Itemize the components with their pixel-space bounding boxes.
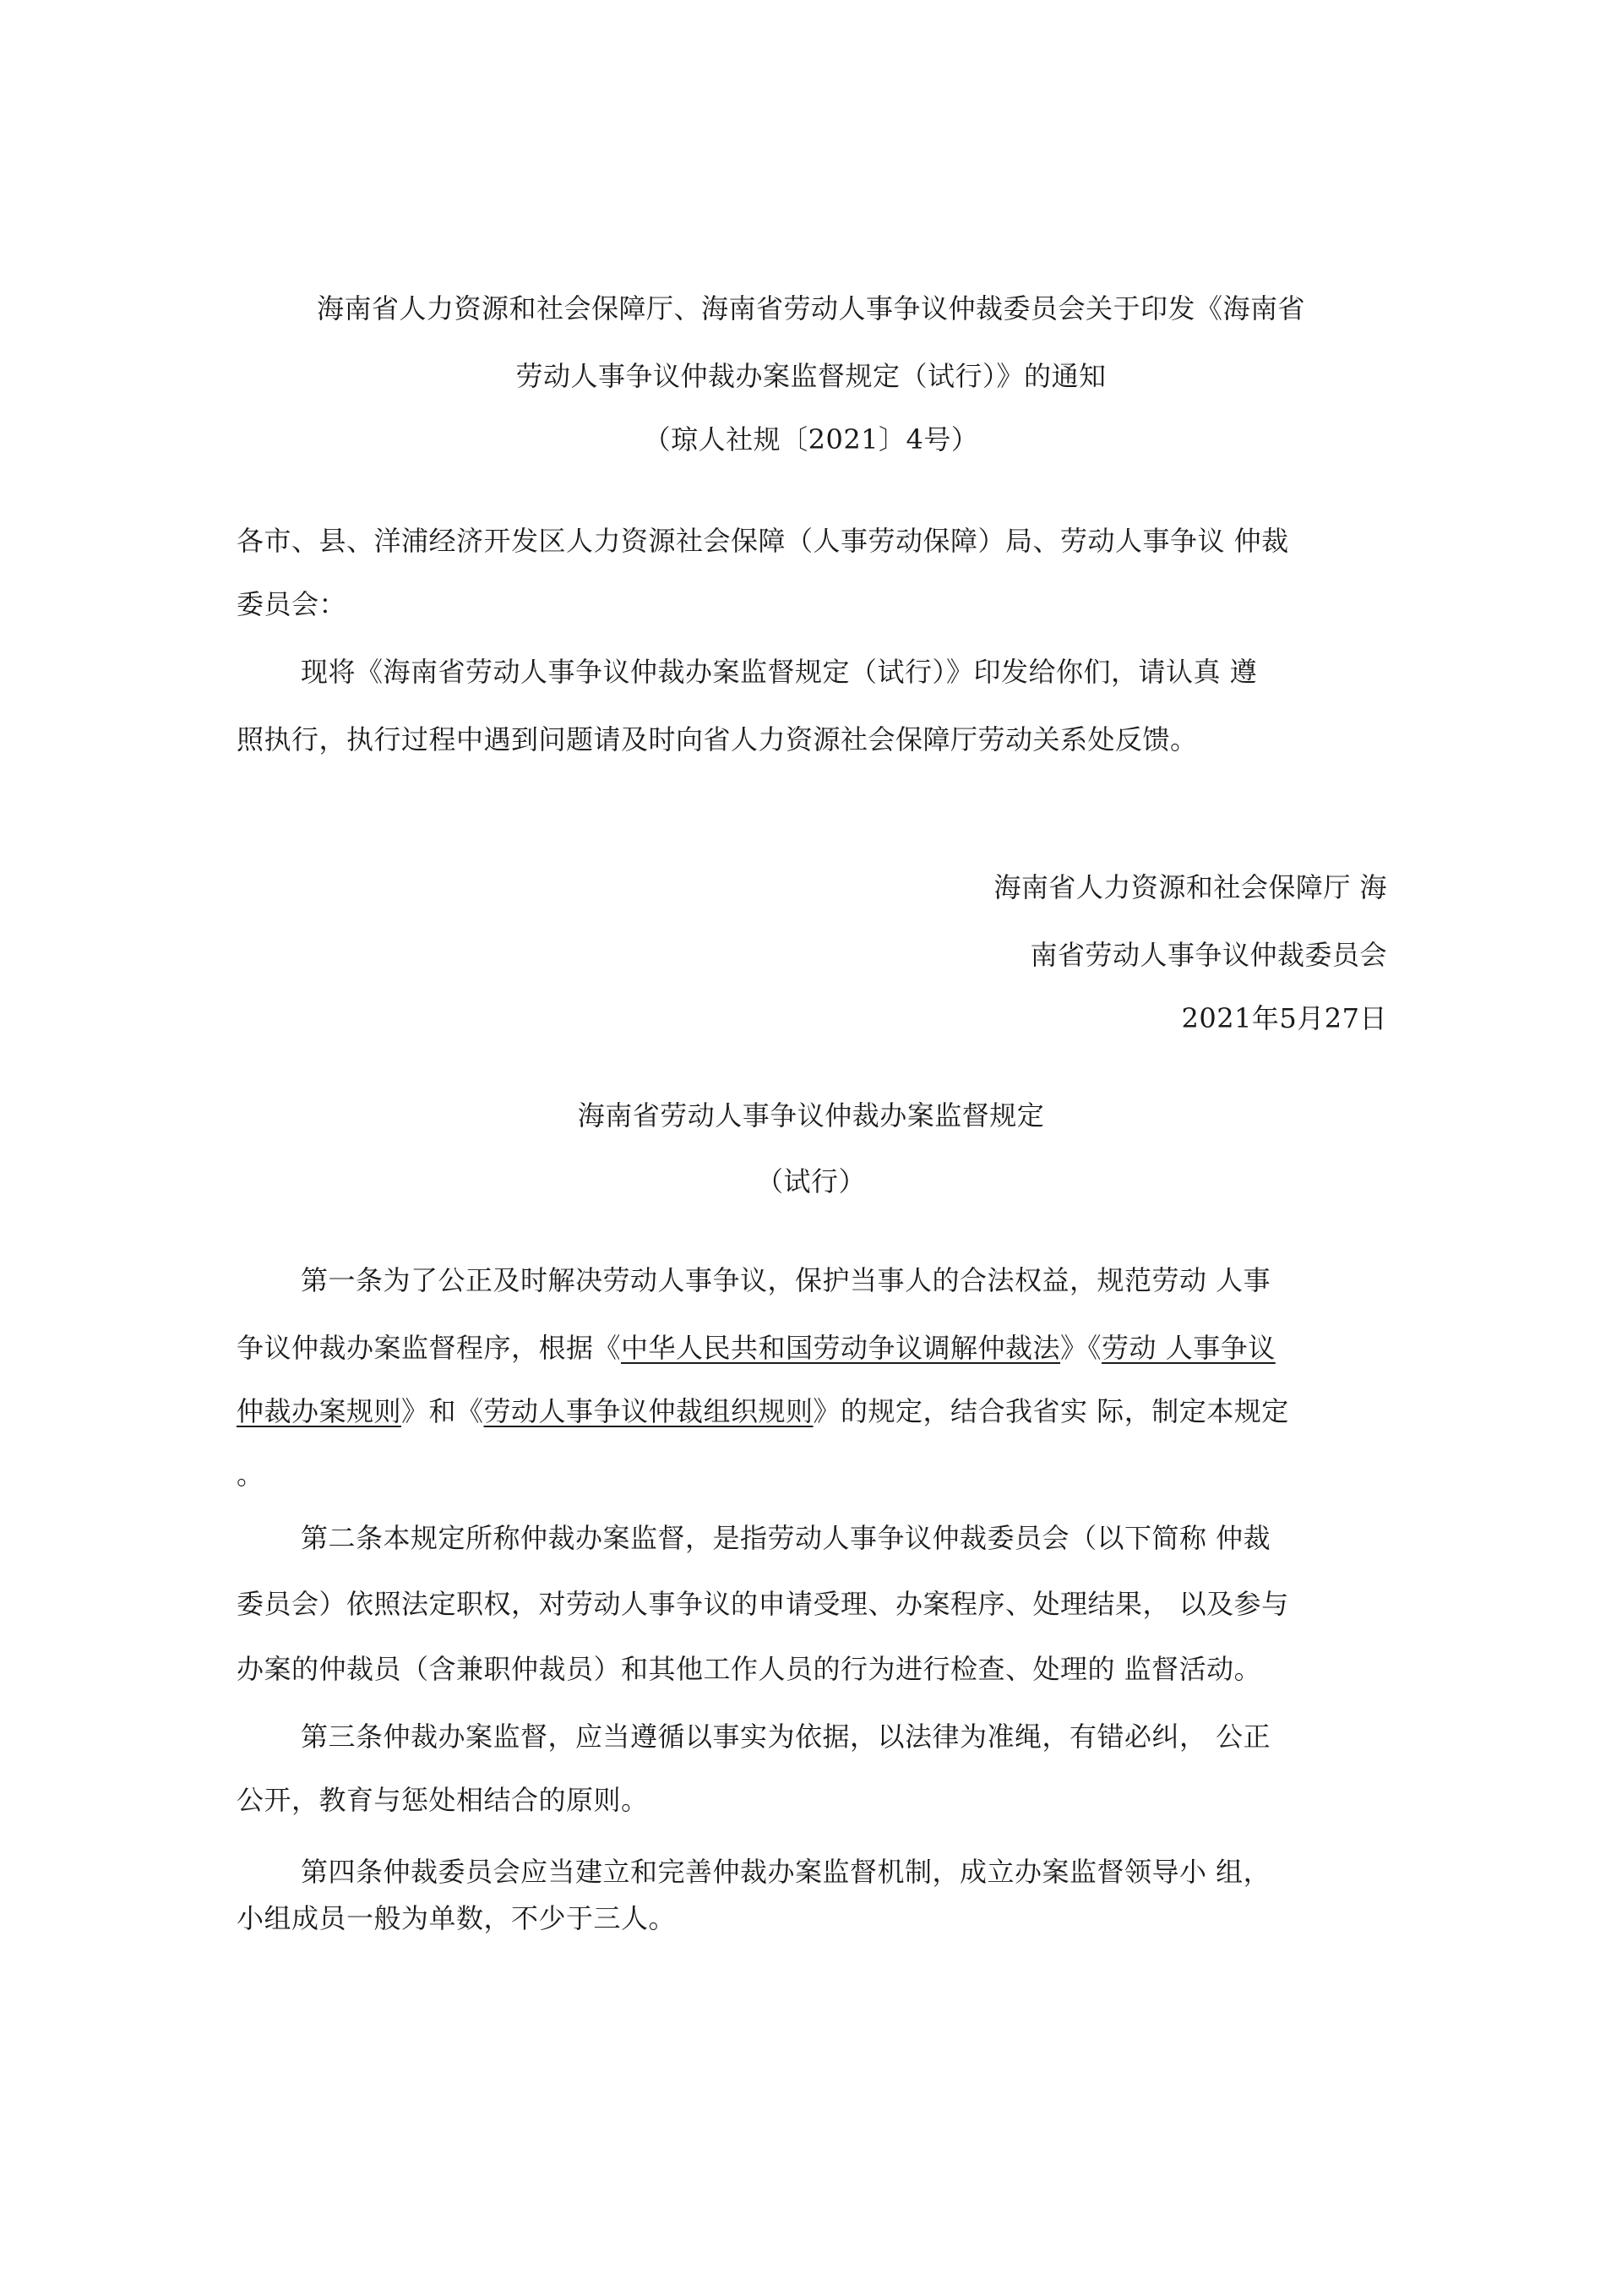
- article-4-line-1: 第四条仲裁委员会应当建立和完善仲裁办案监督机制，成立办案监督领导小 组，: [301, 1856, 1271, 1888]
- article-1-text: 》《: [1060, 1332, 1102, 1364]
- law-link-organization-rules[interactable]: 劳动人事争议仲裁组织规则: [483, 1395, 814, 1427]
- notice-body-line-2: 照执行，执行过程中遇到问题请及时向省人力资源社会保障厅劳动关系处反馈。: [237, 723, 1198, 755]
- law-link-arbitration-rules[interactable]: 劳动 人事争议: [1102, 1332, 1276, 1364]
- article-2-line-2: 委员会）依照法定职权，对劳动人事争议的申请受理、办案程序、处理结果， 以及参与: [237, 1588, 1289, 1620]
- notice-body-line-1: 现将《海南省劳动人事争议仲裁办案监督规定（试行）》印发给你们，请认真 遵: [301, 656, 1258, 688]
- signature-line-1: 海南省人力资源和社会保障厅 海: [993, 871, 1387, 903]
- signature-line-2: 南省劳动人事争议仲裁委员会: [1030, 939, 1387, 971]
- article-2-line-3: 办案的仲裁员（含兼职仲裁员）和其他工作人员的行为进行检查、处理的 监督活动。: [237, 1653, 1262, 1685]
- document-number: （琼人社规〔2021〕4号）: [643, 423, 979, 455]
- signature-date: 2021年5月27日: [1181, 1002, 1387, 1034]
- article-1-line-1: 第一条为了公正及时解决劳动人事争议，保护当事人的合法权益，规范劳动 人事: [301, 1264, 1271, 1296]
- article-3-line-2: 公开，教育与惩处相结合的原则。: [237, 1784, 649, 1816]
- article-1-text: 》的规定，结合我省实 际，制定本规定: [813, 1395, 1289, 1427]
- article-1-line-3: [237, 1394, 1289, 1428]
- regulation-title: 海南省劳动人事争议仲裁办案监督规定: [577, 1099, 1045, 1132]
- article-1-line-2: [237, 1331, 1276, 1365]
- article-1-line-4: 。: [237, 1459, 264, 1491]
- article-4-line-2: 小组成员一般为单数，不少于三人。: [237, 1902, 677, 1934]
- law-link-mediation-arbitration[interactable]: 中华人民共和国劳动争议调解仲裁法: [621, 1332, 1061, 1364]
- regulation-subtitle: （试行）: [755, 1165, 866, 1197]
- article-1-text: 》和《: [401, 1395, 484, 1427]
- article-2-line-1: 第二条本规定所称仲裁办案监督，是指劳动人事争议仲裁委员会（以下简称 仲裁: [301, 1522, 1271, 1554]
- article-1-text: 争议仲裁办案监督程序，根据《: [237, 1332, 622, 1364]
- notice-title-line-2: 劳动人事争议仲裁办案监督规定（试行）》的通知: [515, 360, 1107, 392]
- law-link-arbitration-rules[interactable]: 仲裁办案规则: [237, 1395, 402, 1427]
- article-3-line-1: 第三条仲裁办案监督，应当遵循以事实为依据，以法律为准绳，有错必纠， 公正: [301, 1721, 1271, 1753]
- notice-title-line-1: 海南省人力资源和社会保障厅、海南省劳动人事争议仲裁委员会关于印发《海南省: [316, 292, 1305, 324]
- recipients-line-1: 各市、县、洋浦经济开发区人力资源社会保障（人事劳动保障）局、劳动人事争议 仲裁: [237, 525, 1289, 557]
- recipients-line-2: 委员会：: [237, 588, 347, 620]
